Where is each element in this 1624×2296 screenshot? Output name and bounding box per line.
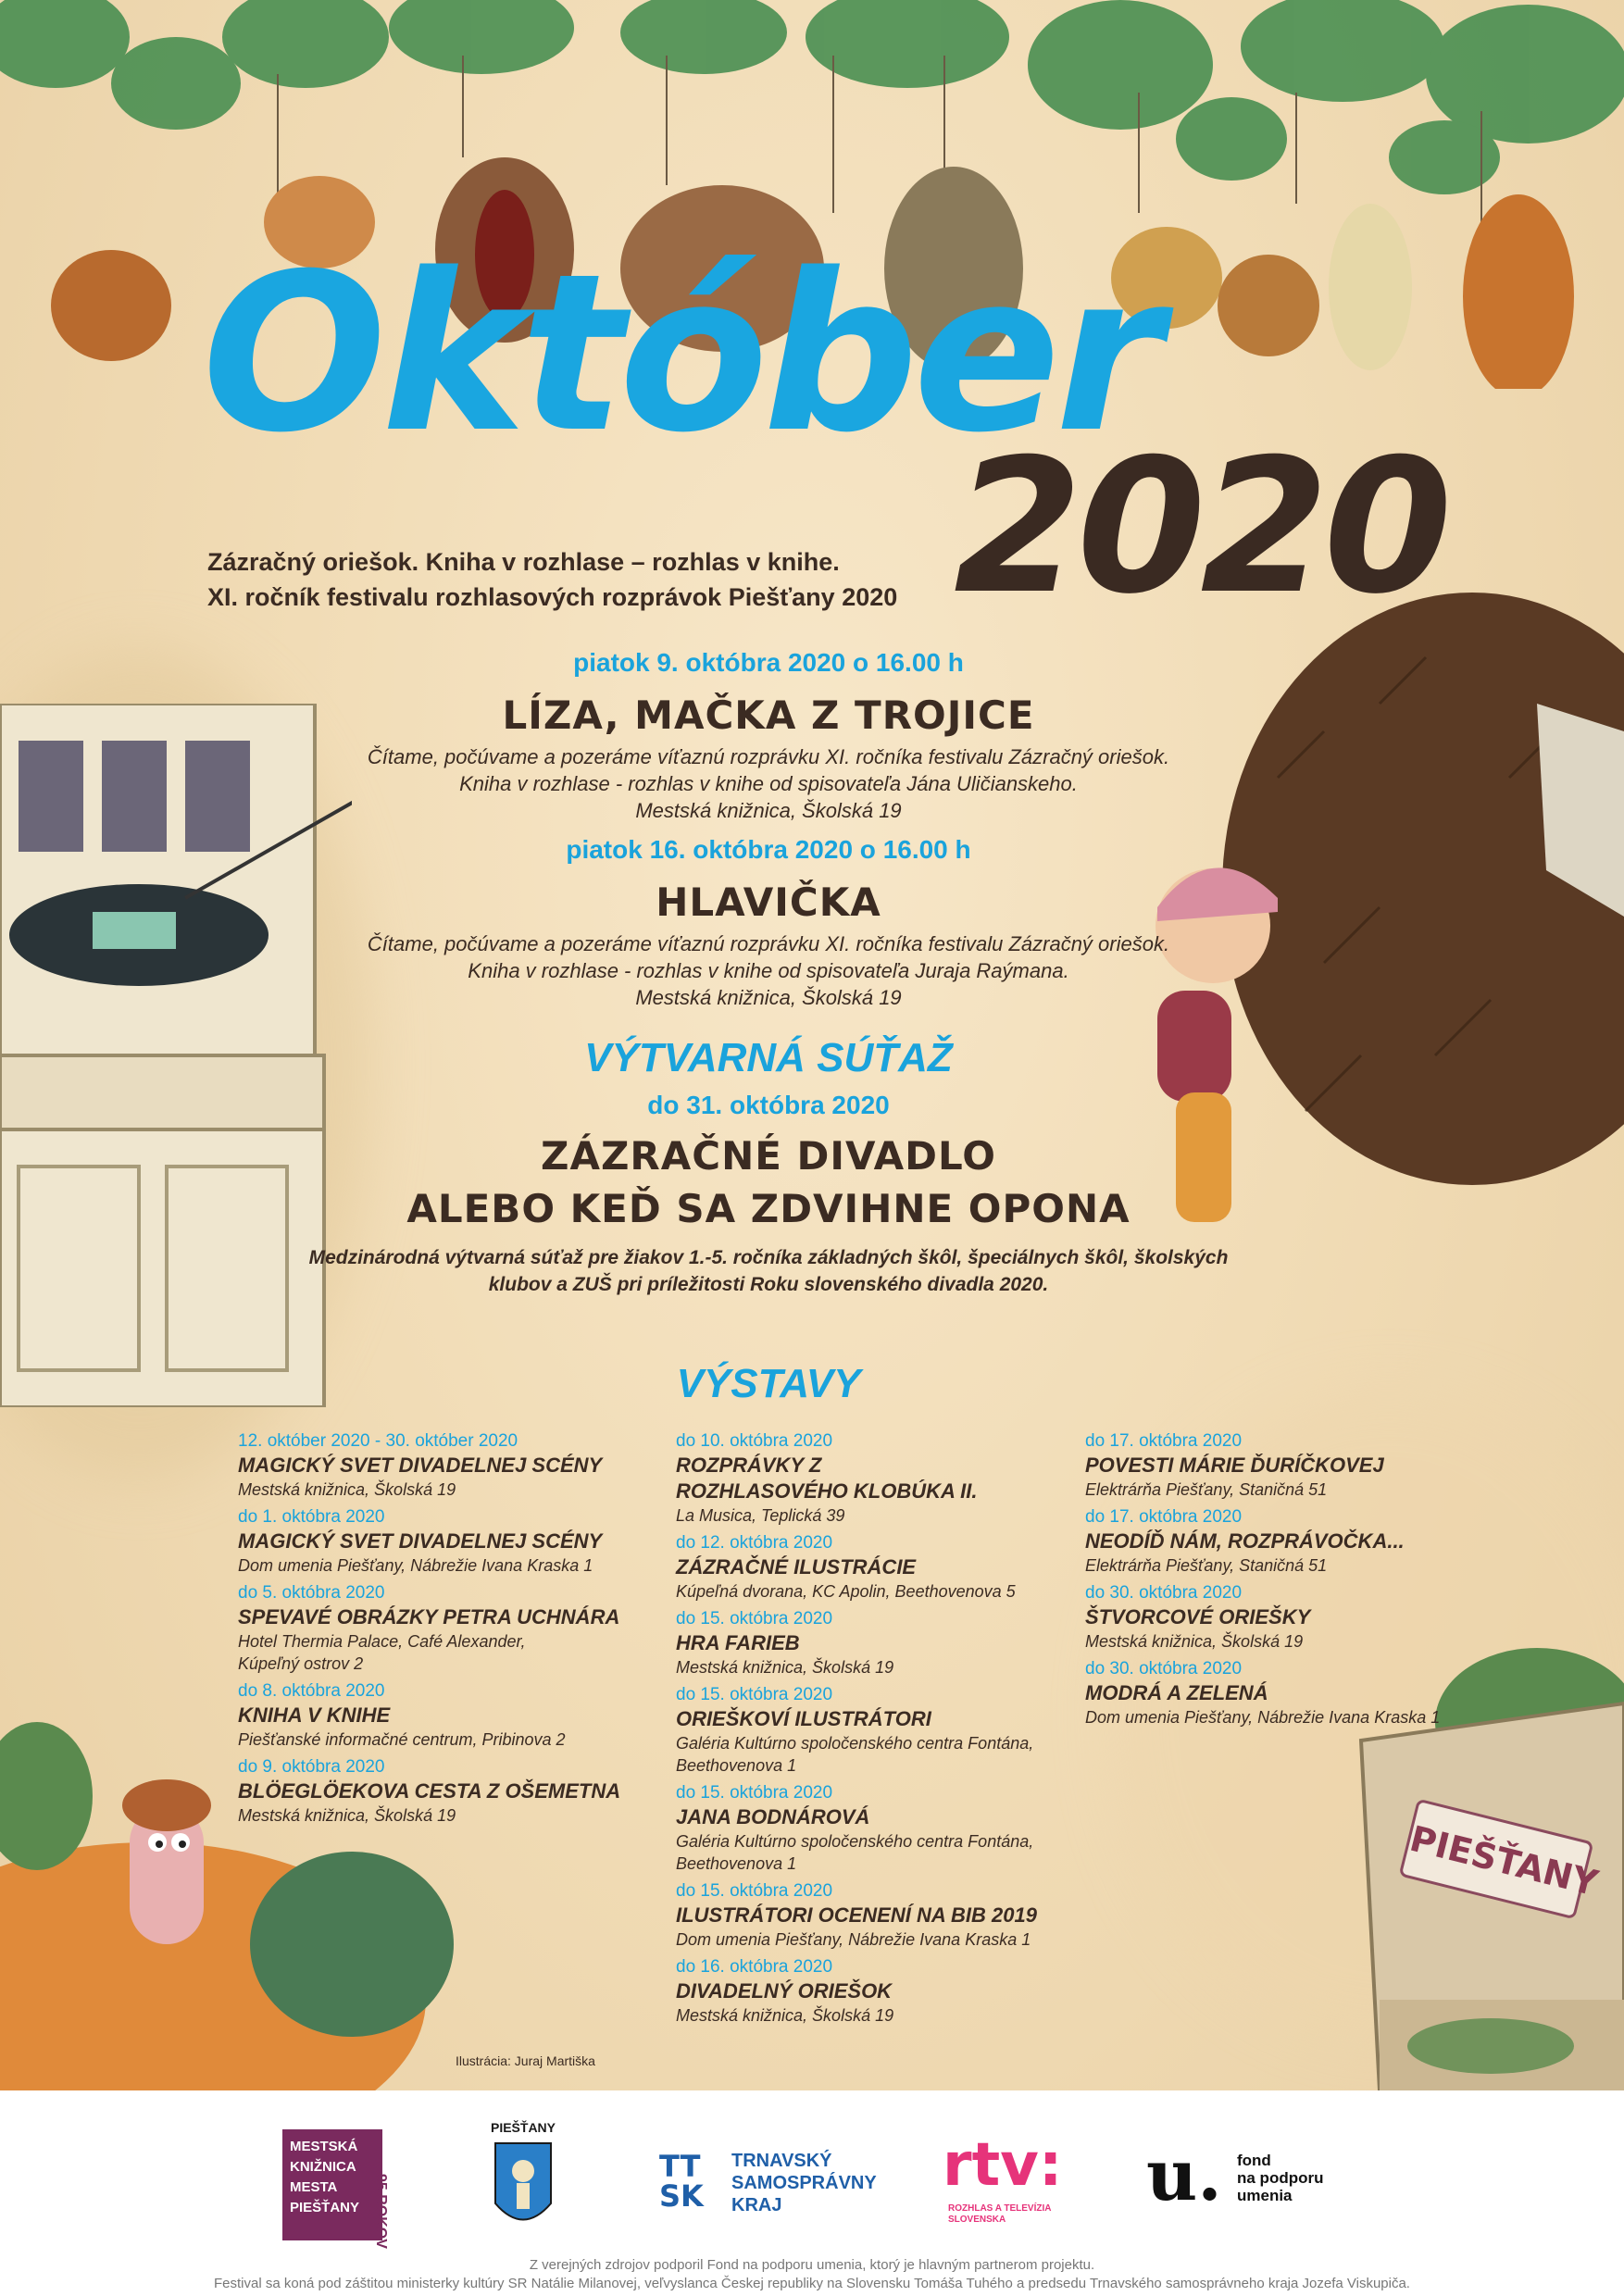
exhibit-title: ORIEŠKOVÍ ILUSTRÁTORI (676, 1707, 931, 1730)
exhibit-place: Elektrárňa Piešťany, Staničná 51 (1085, 1480, 1328, 1499)
ttsk-text-line: TRNAVSKÝ (731, 2151, 832, 2171)
event-date: piatok 16. októbra 2020 o 16.00 h (566, 835, 971, 864)
exhibitions-column-1 (238, 1430, 627, 1832)
crate-label: PIEŠŤANY (1399, 1799, 1594, 1920)
exhibit-place: Mestská knižnica, Školská 19 (238, 1480, 456, 1499)
exhibit-title: MAGICKÝ SVET DIVADELNEJ SCÉNY (238, 1529, 603, 1553)
title-year: 2020 (954, 419, 1447, 635)
event-desc: Čítame, počúvame a pozeráme víťaznú rozprávku XI. ročníka festivalu Zázračný oriešok. (367, 745, 1170, 768)
exhibit-date: 12. október 2020 - 30. október 2020 (238, 1431, 518, 1451)
exhibit-date: do 16. októbra 2020 (676, 1957, 833, 1977)
cabinet-illustration (0, 704, 352, 1407)
exhibit-title: DIVADELNÝ ORIEŠOK (676, 1979, 893, 2003)
exhibitions-column-2 (676, 1430, 1065, 2032)
fpu-text-line: umenia (1237, 2187, 1293, 2204)
library-logo-side: 95 ROKOV (373, 2174, 389, 2249)
exhibit-date: do 12. októbra 2020 (676, 1533, 833, 1553)
exhibitions-column-3 (1085, 1430, 1474, 1734)
exhibit-date: do 15. októbra 2020 (676, 1609, 833, 1628)
footer-note: Festival sa koná pod záštitou ministerky kultúry SR Natálie Milanovej, veľvyslanca Českej republiky na Slovensku Tomáša Tuhého a predsedu Trnavského samosprávneho kraja Jozefa Viskupiča. (214, 2276, 1410, 2291)
event-title: HLAVIČKA (656, 880, 881, 925)
exhibit-place: Mestská knižnica, Školská 19 (1085, 1632, 1304, 1651)
rtv-text-line: ROZHLAS A TELEVÍZIA (948, 2203, 1052, 2214)
exhibit-place: Kúpeľná dvorana, KC Apolin, Beethovenova 5 (676, 1582, 1016, 1601)
rtv-logo-mark: rtv: (943, 2131, 1063, 2200)
intro-line: Zázračný oriešok. Kniha v rozhlase – rozhlas v knihe. (207, 548, 840, 576)
exhibit-date: do 15. októbra 2020 (676, 1881, 833, 1901)
intro-line: XI. ročník festivalu rozhlasových rozprávok Piešťany 2020 (207, 583, 898, 611)
event-1 (306, 648, 1231, 824)
exhibit-title: HRA FARIEB (676, 1631, 800, 1654)
contest-section (306, 1035, 1231, 1231)
title-month: Október (202, 228, 1157, 480)
exhibit-place: Elektrárňa Piešťany, Staničná 51 (1085, 1556, 1328, 1575)
exhibit-place: Mestská knižnica, Školská 19 (676, 2006, 894, 2025)
exhibit-title: ZÁZRAČNÉ ILUSTRÁCIE (676, 1555, 917, 1578)
contest-title: ALEBO KEĎ SA ZDVIHNE OPONA (406, 1186, 1131, 1231)
exhibit-title: POVESTI MÁRIE ĎURÍČKOVEJ (1085, 1454, 1384, 1477)
exhibit-title: NEODÍĎ NÁM, ROZPRÁVOČKA... (1085, 1529, 1405, 1553)
exhibit-title: SPEVAVÉ OBRÁZKY PETRA UCHNÁRA (238, 1605, 620, 1628)
contest-date: do 31. októbra 2020 (647, 1091, 890, 1119)
footer (0, 2090, 1624, 2296)
event-place: Mestská knižnica, Školská 19 (635, 799, 902, 822)
event-desc: Čítame, počúvame a pozeráme víťaznú rozprávku XI. ročníka festivalu Zázračný oriešok. (367, 932, 1170, 955)
ttsk-mark-line: SK (659, 2178, 704, 2214)
event-title: LÍZA, MAČKA Z TROJICE (502, 693, 1035, 738)
exhibit-title: MODRÁ A ZELENÁ (1085, 1681, 1268, 1704)
exhibit-place: Galéria Kultúrno spoločenského centra Fontána, Beethovenova 1 (676, 1832, 1034, 1873)
city-crest-icon (491, 2139, 556, 2240)
exhibit-date: do 1. októbra 2020 (238, 1507, 385, 1527)
library-logo-line: PIEŠŤANY (290, 2200, 360, 2215)
ttsk-text-line: SAMOSPRÁVNY (731, 2173, 877, 2193)
exhibitions-heading: VÝSTAVY (676, 1361, 861, 1406)
fpu-text-line: na podporu (1237, 2169, 1324, 2187)
exhibit-place: Dom umenia Piešťany, Nábrežie Ivana Kraska 1 (676, 1930, 1031, 1949)
fpu-logo-mark: u. (1146, 2134, 1222, 2216)
exhibit-title: ŠTVORCOVÉ ORIEŠKY (1085, 1605, 1311, 1628)
event-date: piatok 9. októbra 2020 o 16.00 h (573, 648, 964, 677)
exhibit-place: Mestská knižnica, Školská 19 (676, 1658, 894, 1677)
library-logo-line: MESTSKÁ (290, 2139, 358, 2154)
ttsk-logo-text (731, 2150, 877, 2216)
event-2 (306, 835, 1231, 1011)
exhibit-title: JANA BODNÁROVÁ (676, 1805, 870, 1828)
contest-desc (278, 1244, 1259, 1298)
exhibit-title: ROZPRÁVKY Z ROZHLASOVÉHO KLOBÚKA II. (676, 1454, 978, 1503)
exhibit-title: MAGICKÝ SVET DIVADELNEJ SCÉNY (238, 1454, 603, 1477)
event-desc: Kniha v rozhlase - rozhlas v knihe od spisovateľa Juraja Raýmana. (468, 959, 1069, 982)
fpu-logo-text (1237, 2152, 1323, 2204)
rtv-text-line: SLOVENSKA (948, 2215, 1006, 2225)
exhibit-date: do 17. októbra 2020 (1085, 1507, 1243, 1527)
exhibit-date: do 15. októbra 2020 (676, 1783, 833, 1803)
footer-note: Z verejných zdrojov podporil Fond na podporu umenia, ktorý je hlavným partnerom projektu. (529, 2257, 1095, 2273)
contest-desc-line: klubov a ZUŠ pri príležitosti Roku slovenského divadla 2020. (488, 1274, 1049, 1295)
exhibit-date: do 8. októbra 2020 (238, 1681, 385, 1701)
exhibit-place: Piešťanské informačné centrum, Pribinova 2 (238, 1730, 566, 1749)
ttsk-logo-mark (659, 2149, 704, 2214)
event-place: Mestská knižnica, Školská 19 (635, 986, 902, 1009)
exhibit-place: La Musica, Teplická 39 (676, 1506, 845, 1525)
ttsk-text-line: KRAJ (731, 2195, 782, 2215)
city-logo-label: PIEŠŤANY (490, 2120, 556, 2135)
exhibit-place: Dom umenia Piešťany, Nábrežie Ivana Kraska 1 (1085, 1708, 1441, 1727)
fpu-text-line: fond (1237, 2152, 1271, 2169)
exhibit-date: do 9. októbra 2020 (238, 1757, 385, 1777)
exhibit-date: do 30. októbra 2020 (1085, 1583, 1243, 1603)
exhibit-place: Hotel Thermia Palace, Café Alexander, Kúpeľný ostrov 2 (238, 1632, 526, 1673)
library-logo-line: KNIŽNICA (290, 2159, 356, 2175)
exhibit-date: do 5. októbra 2020 (238, 1583, 385, 1603)
library-logo (282, 2129, 382, 2240)
exhibit-place: Galéria Kultúrno spoločenského centra Fontána, Beethovenova 1 (676, 1734, 1034, 1775)
exhibit-title: ILUSTRÁTORI OCENENÍ NA BIB 2019 (676, 1903, 1037, 1927)
exhibit-date: do 30. októbra 2020 (1085, 1659, 1243, 1678)
exhibit-place: Dom umenia Piešťany, Nábrežie Ivana Kraska 1 (238, 1556, 593, 1575)
event-desc: Kniha v rozhlase - rozhlas v knihe od spisovateľa Jána Uličianskeho. (459, 772, 1078, 795)
illustration-credit: Ilustrácia: Juraj Martiška (456, 2053, 595, 2068)
contest-desc-line: Medzinárodná výtvarná súťaž pre žiakov 1.-5. ročníka základných škôl, špeciálnych škôl, školských (308, 1247, 1229, 1268)
exhibit-date: do 10. októbra 2020 (676, 1431, 833, 1451)
exhibit-date: do 15. októbra 2020 (676, 1685, 833, 1704)
exhibit-date: do 17. októbra 2020 (1085, 1431, 1243, 1451)
rtv-logo-text (948, 2203, 1051, 2226)
exhibit-title: BLÖEGLÖEKOVA CESTA Z OŠEMETNA (238, 1779, 621, 1803)
contest-title: ZÁZRAČNÉ DIVADLO (540, 1133, 997, 1179)
ttsk-mark-line: TT (659, 2149, 701, 2184)
contest-heading: VÝTVARNÁ SÚŤAŽ (584, 1035, 953, 1080)
intro-text (207, 544, 948, 615)
library-logo-line: MESTA (290, 2179, 338, 2195)
exhibit-title: KNIHA V KNIHE (238, 1703, 391, 1727)
exhibit-place: Mestská knižnica, Školská 19 (238, 1806, 456, 1825)
